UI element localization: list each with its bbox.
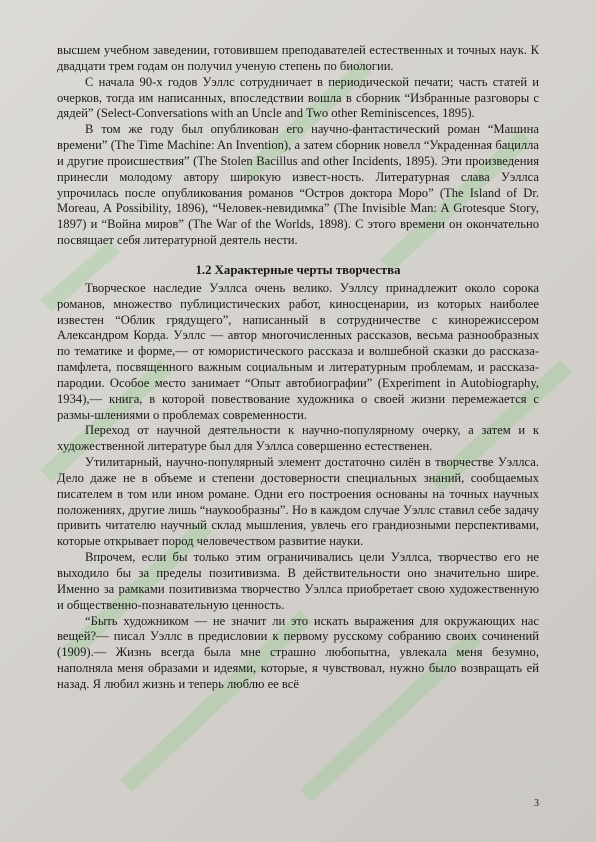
paragraph: Переход от научной деятельности к научно-популярному очерку, а затем и к художественной литературе был для Уэллса совершенно естественен. — [57, 423, 539, 454]
page-number: 3 — [534, 798, 539, 809]
paragraph: Творческое наследие Уэллса очень велико. Уэллсу принадлежит около сорока романов, множество публицистических работ, киносценарии, из которых наиболее известен “Облик грядущего”, написанный в сотрудничестве с кинорежиссером Александром Корда. Уэллс — автор многочисленных рассказов, весьма разнообразных по тематике и форме,— от юмористического рассказа и волшебной сказки до рассказа-памфлета, посвященного важным социальным и литературным проблемам, и рассказа-пародии. Особое место занимает “Опыт автобиографии” (Experiment in Autobiography, 1934),— книга, в которой повествование художника о своей жизни перемежается с размы-шлениями о проблемах современности. — [57, 280, 539, 422]
paragraph: высшем учебном заведении, готовившем преподавателей естественных и точных наук. К двадцати трем годам он получил ученую степень по биологии. — [57, 43, 539, 73]
paragraph: В том же году был опубликован его научно-фантастический роман “Машина времени” (The Time Machine: An Invention), а затем сборник новелл “Украденная бацилла и другие происшествия” (The Stolen Bacillus and other Incidents, 1895). Эти произведения принесли молодому автору широкую извест-ность. Литературная слава Уэллса упрочилась после опубликования романов “Остров доктора Моро” (The Island of Dr. Moreau, A Possibility, 1896), “Человек-невидимка” (The Invisible Man: A Grotesque Story, 1897) и “Война миров” (The War of the Worlds, 1898). С этого времени он окончательно посвящает себя литературной деятель нести. — [57, 122, 539, 248]
section-heading: 1.2 Характерные черты творчества — [195, 262, 401, 277]
paragraph: Утилитарный, научно-популярный элемент достаточно силён в творчестве Уэллса. Дело даже не в объеме и степени достоверности специальных знаний, сообщаемых писателем в том или ином романе. Одни его построения основаны на точных научных положениях, другие лишь “наукообразны”. Но в каждом случае Уэллс ставил себе задачу привить читателю научный склад мышления, увлечь его грандиозными перспективами, которые открывает пород человечеством развитие науки. — [57, 455, 539, 549]
paragraph: “Быть художником — не значит ли это искать выражения для окружающих нас вещей?— писал Уэллс в предисловии к первому русскому собранию своих сочинений (1909).— Жизнь всегда была мне страшно любопытна, увлекала меня безумно, наполняла меня образами и идеями, которые, я чувствовал, нужно было возвращать ей назад. Я любил жизнь и теперь люблю ее всё — [57, 613, 539, 691]
paragraph: Впрочем, если бы только этим ограничивались цели Уэллса, творчество его не выходило бы за пределы позитивизма. В действительности оно значительно шире. Именно за рамками позитивизма творчество Уэллса приобретает свою художественную и общественно-познавательную ценность. — [57, 550, 539, 612]
paragraph: С начала 90-х годов Уэллс сотрудничает в периодической печати; часть статей и очерков, тогда им написанных, впоследствии вошла в сборник “Избранные разговоры с дядей” (Select-Conversations with an Uncle and Two other Reminiscences, 1895). — [57, 74, 539, 121]
document-body — [57, 43, 539, 693]
